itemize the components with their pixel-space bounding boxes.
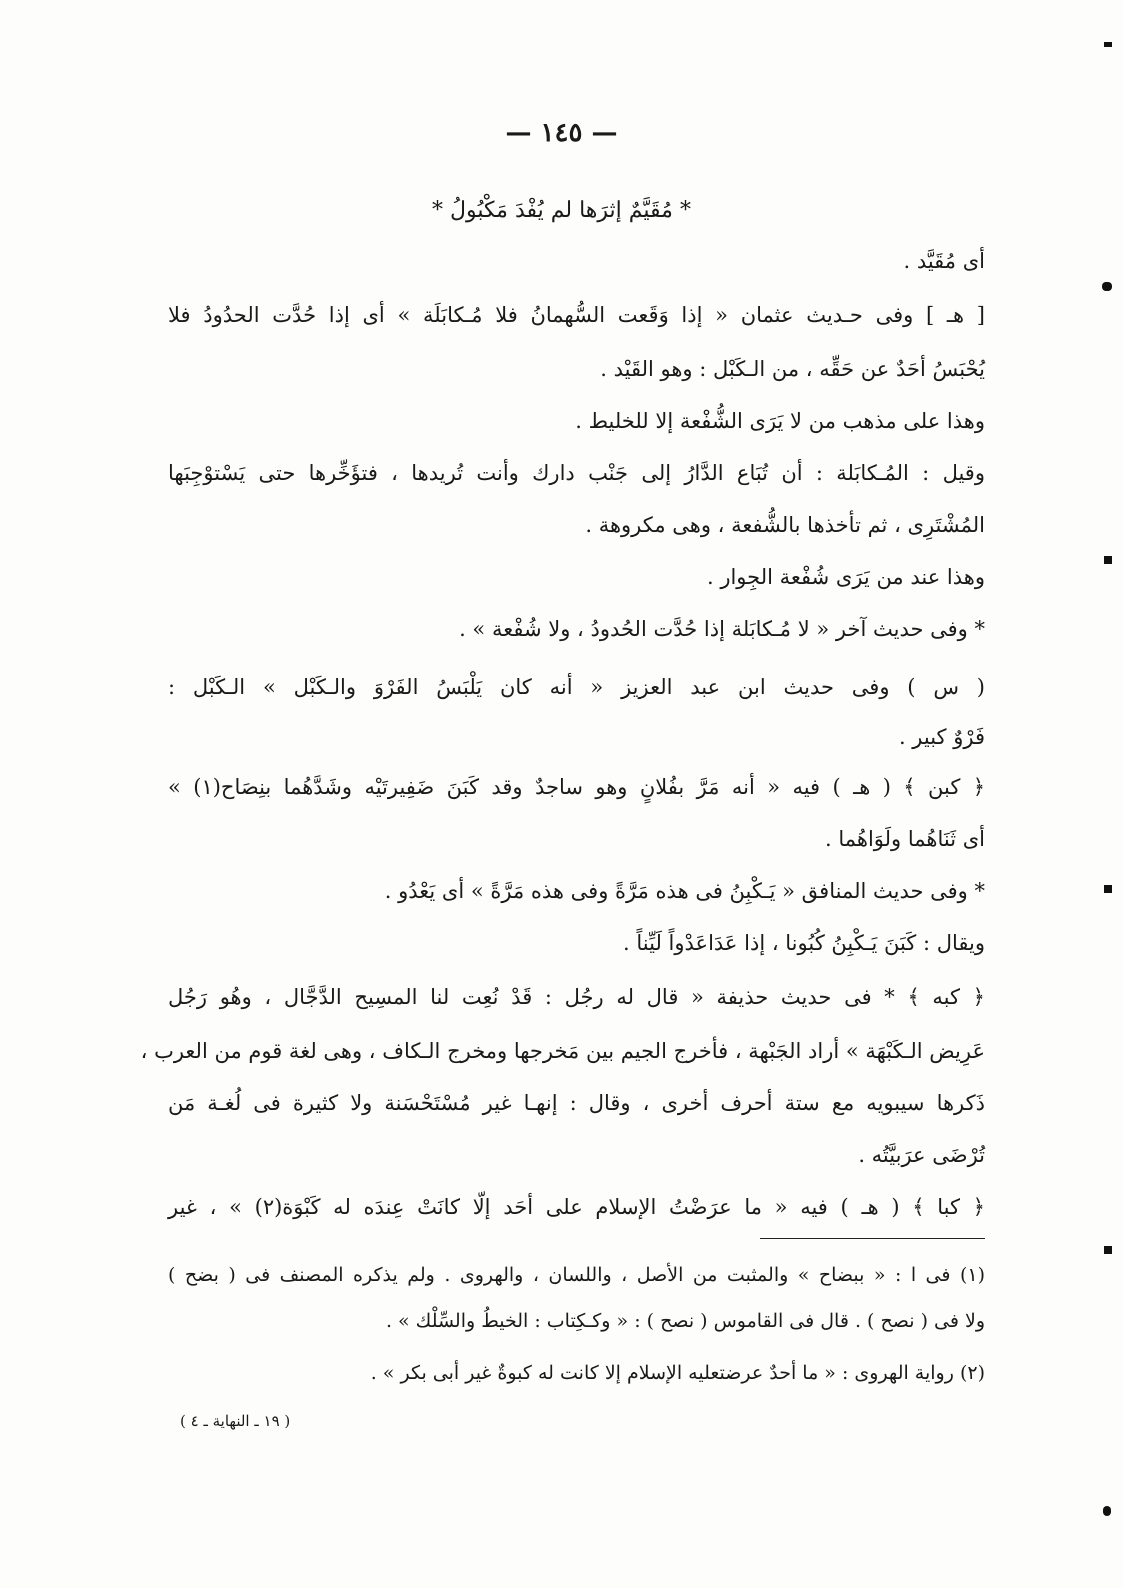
text-line: فَرْوٌ كبير .	[898, 725, 985, 749]
text-line: ( س ) وفى حديث ابن عبد العزيز « أنه كان يَلْبَسُ الفَرْوَ والـكَبْل » الـكَبْل :	[168, 675, 985, 699]
text-line: ﴿ كبه ﴾ * فى حديث حذيفة « قال له رجُل : قَدْ نُعِت لنا المسِيح الدَّجَّال ، وهُو رَجُل	[168, 985, 985, 1009]
text-line: أى ثَنَاهُما ولَوَاهُما .	[824, 827, 985, 851]
footnote-line: ولا فى ( نصح ) . قال فى القاموس ( نصح ) : « وكـكِتاب : الخيطُ والسِّلْك » .	[385, 1310, 985, 1332]
footnote-divider	[760, 1238, 985, 1239]
scan-mark	[1102, 282, 1112, 291]
text-line: ﴿ كبا ﴾ ( هـ ) فيه « ما عرَضْتُ الإسلام على أحَد إلّا كانَتْ عِندَه له كَبْوَة(٢) » ، غير	[168, 1195, 985, 1219]
scan-mark	[1104, 42, 1112, 47]
page-number: — ١٤٥ —	[505, 118, 618, 148]
scan-mark	[1104, 1246, 1112, 1254]
text-line: * وفى حديث المنافق « يَـكْبِنُ فى هذه مَرَّةً وفى هذه مَرَّةً » أى يَعْدُو .	[384, 879, 985, 903]
text-line: عَرِيض الـكَبْهَة » أراد الجَبْهة ، فأخرج الجيم بين مَخرجها ومخرج الـكاف ، وهى لغة قوم من العرب ،	[140, 1039, 985, 1063]
scan-mark	[1104, 885, 1112, 893]
footnote-line: (١) فى ا : « ببضاح » والمثبت من الأصل ، واللسان ، والهروى . ولم يذكره المصنف فى ( بضح )	[168, 1264, 985, 1286]
text-line: وهذا على مذهب من لا يَرَى الشُّفْعة إلا للخليط .	[575, 409, 985, 433]
text-line: يُحْبَسُ أحَدٌ عن حَقِّه ، من الـكَبْل : وهو القَيْد .	[600, 357, 985, 381]
text-line: ويقال : كَبَنَ يَـكْبِنُ كُبُونا ، إذا عَدَاعَدْواً لَيِّناً .	[623, 931, 985, 955]
text-line: تُرْضَى عرَبيَّتُه .	[858, 1143, 985, 1167]
text-line: أى مُقَيَّد .	[903, 249, 985, 273]
signature-mark: ( ١٩ ـ النهاية ـ ٤ )	[180, 1412, 291, 1430]
text-line: ﴿ كبن ﴾ ( هـ ) فيه « أنه مَرَّ بفُلانٍ وهو ساجدٌ وقد كَبَنَ ضَفِيرتَيْه وشَدَّهُما بنِصَاح(١) »	[168, 775, 986, 799]
scan-mark	[1103, 1506, 1111, 1516]
verse-line: * مُقَيَّمٌ إثرَها لم يُفْدَ مَكْبُولُ *	[432, 198, 691, 223]
footnote-line: (٢) رواية الهروى : « ما أحدٌ عرضتعليه الإسلام إلا كانت له كبوةٌ غير أبى بكر » .	[370, 1362, 985, 1384]
scan-mark	[1104, 556, 1112, 564]
text-line: [ هـ ] وفى حـديث عثمان « إذا وَقَعت السُّهمانُ فلا مُـكابَلَة » أى إذا حُدَّت الحدُودُ فلا	[168, 303, 985, 327]
text-line: * وفى حديث آخر « لا مُـكابَلة إذا حُدَّت الحُدودُ ، ولا شُفْعة » .	[459, 617, 985, 641]
text-line: ذَكرها سيبويه مع ستة أحرف أخرى ، وقال : إنهـا غير مُسْتَحْسَنة ولا كثيرة فى لُغـة مَن	[168, 1091, 985, 1115]
text-line: وهذا عند من يَرَى شُفْعة الجِوار .	[706, 565, 985, 589]
text-line: وقيل : المُـكابَلة : أن تُبَاع الدَّارُ إلى جَنْب دارك وأنت تُريدها ، فتؤَخِّرها حتى يَسْتوْجِبَها	[168, 461, 985, 485]
text-line: المُشْتَرِى ، ثم تأخذها بالشُّفعة ، وهى مكروهة .	[585, 513, 985, 537]
